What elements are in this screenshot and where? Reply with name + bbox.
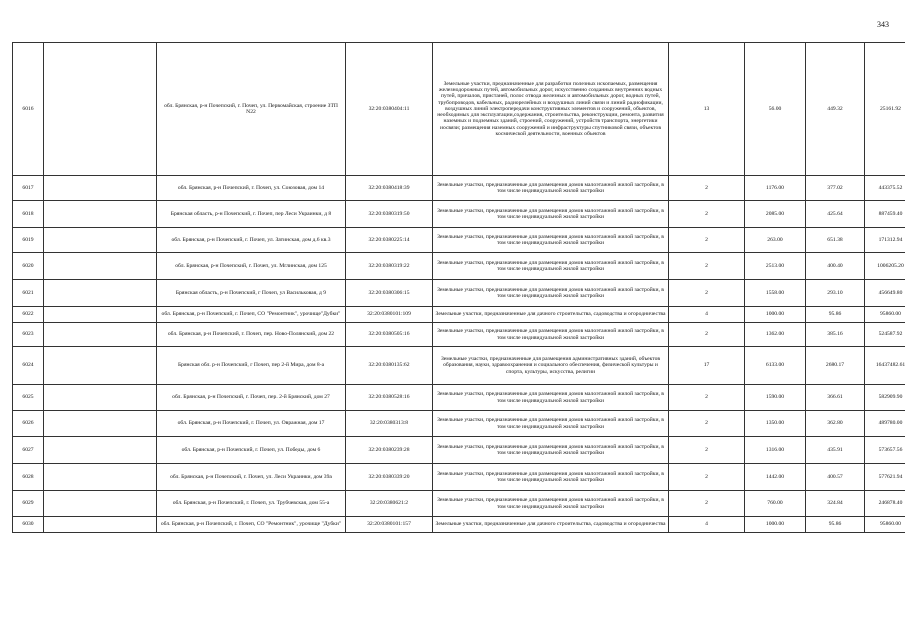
row-number-cell: 6024 <box>13 347 44 385</box>
table-row <box>13 253 905 280</box>
address-cell: обл. Брянская, р-н Почепский, г. Почеп, ул. Первомайская, строение ЗТП N22 <box>157 43 346 176</box>
table-row <box>13 323 905 347</box>
area-cell: 56.00 <box>745 43 806 176</box>
area-cell: 1000.00 <box>745 517 806 533</box>
land-use-cell: Земельные участки, предназначенные для дачного строительства, садоводства и огородничества <box>433 307 669 323</box>
row-number-cell: 6025 <box>13 385 44 411</box>
specific-value-cell: 400.57 <box>806 464 865 491</box>
cadastral-value-cell: 246878.40 <box>865 491 905 517</box>
row-number-cell: 6028 <box>13 464 44 491</box>
cadastral-value-cell: 171312.94 <box>865 228 905 253</box>
address-cell: обл. Брянская, р-н Почепский, г. Почеп, ул. Победы, дом 6 <box>157 437 346 464</box>
row-number-cell: 6016 <box>13 43 44 176</box>
address-cell: обл. Брянская, р-н Почепский, г. Почеп, пер. 2-й Брянский, дом 27 <box>157 385 346 411</box>
cadastral-value-cell: 95860.00 <box>865 517 905 533</box>
area-cell: 760.00 <box>745 491 806 517</box>
cadastral-number-cell: 32:20:0380319:22 <box>346 253 433 280</box>
area-cell: 1442.00 <box>745 464 806 491</box>
land-use-cell: Земельные участки, предназначенные для дачного строительства, садоводства и огородничества <box>433 517 669 533</box>
empty-cell <box>44 437 157 464</box>
use-group-cell: 2 <box>669 323 745 347</box>
use-group-cell: 13 <box>669 43 745 176</box>
use-group-cell: 2 <box>669 437 745 464</box>
area-cell: 2085.00 <box>745 201 806 228</box>
table-row <box>13 411 905 437</box>
cadastral-value-cell: 25161.92 <box>865 43 905 176</box>
area-cell: 1590.00 <box>745 385 806 411</box>
cadastral-value-cell: 573657.56 <box>865 437 905 464</box>
row-number-cell: 6022 <box>13 307 44 323</box>
land-use-cell: Земельные участки, предназначенные для размещения домов малоэтажной жилой застройки, в том числе индивидуальной жилой застройки <box>433 201 669 228</box>
address-cell: обл. Брянская, р-н Почепский, г. Почеп, ул. Овражная, дом 17 <box>157 411 346 437</box>
use-group-cell: 2 <box>669 280 745 307</box>
land-use-cell: Земельные участки, предназначенные для размещения административных зданий, объектов образования, науки, здравоохранения и социального обеспечения, физической культуры и спорта, культуры, искусства, религии <box>433 347 669 385</box>
area-cell: 1316.00 <box>745 437 806 464</box>
cadastral-number-cell: 32:20:0380339:20 <box>346 464 433 491</box>
specific-value-cell: 435.91 <box>806 437 865 464</box>
row-number-cell: 6017 <box>13 176 44 201</box>
address-cell: обл. Брянская, р-н Почепский, г. Почеп, ул. Трубчевская, дом 55-а <box>157 491 346 517</box>
address-cell: обл. Брянская, р-н Почепский, г. Почеп, ул. Мглинская, дом 125 <box>157 253 346 280</box>
area-cell: 1350.00 <box>745 411 806 437</box>
use-group-cell: 2 <box>669 411 745 437</box>
empty-cell <box>44 491 157 517</box>
use-group-cell: 17 <box>669 347 745 385</box>
specific-value-cell: 377.02 <box>806 176 865 201</box>
cadastral-value-cell: 582909.90 <box>865 385 905 411</box>
land-use-cell: Земельные участки, предназначенные для размещения домов малоэтажной жилой застройки, в том числе индивидуальной жилой застройки <box>433 385 669 411</box>
empty-cell <box>44 201 157 228</box>
use-group-cell: 2 <box>669 464 745 491</box>
land-use-cell: Земельные участки, предназначенные для размещения домов малоэтажной жилой застройки, в том числе индивидуальной жилой застройки <box>433 411 669 437</box>
empty-cell <box>44 517 157 533</box>
cadastral-value-cell: 577621.94 <box>865 464 905 491</box>
area-cell: 1362.00 <box>745 323 806 347</box>
area-cell: 6133.00 <box>745 347 806 385</box>
specific-value-cell: 400.40 <box>806 253 865 280</box>
land-use-cell: Земельные участки, предназначенные для размещения домов малоэтажной жилой застройки, в том числе индивидуальной жилой застройки <box>433 464 669 491</box>
table-row <box>13 517 905 533</box>
cadastral-value-cell: 887459.40 <box>865 201 905 228</box>
table-row <box>13 464 905 491</box>
use-group-cell: 4 <box>669 307 745 323</box>
area-cell: 1176.00 <box>745 176 806 201</box>
cadastral-number-cell: 32:20:0380621:2 <box>346 491 433 517</box>
specific-value-cell: 366.61 <box>806 385 865 411</box>
specific-value-cell: 324.84 <box>806 491 865 517</box>
address-cell: обл. Брянская, р-н Почепский, г. Почеп, СО "Ремонтник", урочище"Дубки" <box>157 307 346 323</box>
cadastral-number-cell: 32:20:0380418:39 <box>346 176 433 201</box>
address-cell: Брянская область, р-н Почепский, г. Почеп, пер Леси Украинки, д 8 <box>157 201 346 228</box>
area-cell: 1000.00 <box>745 307 806 323</box>
table-body <box>13 43 905 533</box>
use-group-cell: 2 <box>669 228 745 253</box>
row-number-cell: 6021 <box>13 280 44 307</box>
specific-value-cell: 425.64 <box>806 201 865 228</box>
cadastral-number-cell: 32:20:0380306:15 <box>346 280 433 307</box>
empty-cell <box>44 323 157 347</box>
empty-cell <box>44 280 157 307</box>
empty-cell <box>44 307 157 323</box>
cadastral-number-cell: 32:20:0380239:28 <box>346 437 433 464</box>
table-row <box>13 201 905 228</box>
table-row <box>13 385 905 411</box>
specific-value-cell: 2680.17 <box>806 347 865 385</box>
address-cell: Брянская область, р-н Почепский, г Почеп, ул Васильковая, д 9 <box>157 280 346 307</box>
use-group-cell: 2 <box>669 491 745 517</box>
table-row <box>13 280 905 307</box>
row-number-cell: 6019 <box>13 228 44 253</box>
cadastral-number-cell: 32:20:0380319:50 <box>346 201 433 228</box>
specific-value-cell: 449.32 <box>806 43 865 176</box>
address-cell: обл. Брянская, р-н Почепский, г. Почеп, ул. Леси Украинки, дом 39а <box>157 464 346 491</box>
row-number-cell: 6030 <box>13 517 44 533</box>
use-group-cell: 2 <box>669 385 745 411</box>
specific-value-cell: 651.38 <box>806 228 865 253</box>
table-row <box>13 347 905 385</box>
cadastral-number-cell: 32:20:0380135:62 <box>346 347 433 385</box>
use-group-cell: 4 <box>669 517 745 533</box>
empty-cell <box>44 464 157 491</box>
empty-cell <box>44 228 157 253</box>
land-use-cell: Земельные участки, предназначенные для размещения домов малоэтажной жилой застройки, в том числе индивидуальной жилой застройки <box>433 280 669 307</box>
specific-value-cell: 95.86 <box>806 307 865 323</box>
cadastral-value-cell: 443375.52 <box>865 176 905 201</box>
land-use-cell: Земельные участки, предназначенные для размещения домов малоэтажной жилой застройки, в том числе индивидуальной жилой застройки <box>433 437 669 464</box>
empty-cell <box>44 385 157 411</box>
land-use-cell: Земельные участки, предназначенные для размещения домов малоэтажной жилой застройки, в том числе индивидуальной жилой застройки <box>433 323 669 347</box>
cadastral-number-cell: 32:20:0380313:8 <box>346 411 433 437</box>
table-row <box>13 43 905 176</box>
cadastral-value-cell: 95860.00 <box>865 307 905 323</box>
cadastral-value-cell: 524587.92 <box>865 323 905 347</box>
table-row <box>13 228 905 253</box>
row-number-cell: 6029 <box>13 491 44 517</box>
use-group-cell: 2 <box>669 253 745 280</box>
area-cell: 263.00 <box>745 228 806 253</box>
address-cell: обл. Брянская, р-н Почепский, г. Почеп, ул. Затинская, дом д.6 кв.3 <box>157 228 346 253</box>
row-number-cell: 6020 <box>13 253 44 280</box>
specific-value-cell: 385.16 <box>806 323 865 347</box>
address-cell: Брянская обл. р-н Почепский, г Почеп, пер 2-й Мира, дом 8-а <box>157 347 346 385</box>
land-cadastral-value-table <box>12 42 905 533</box>
specific-value-cell: 293.10 <box>806 280 865 307</box>
empty-cell <box>44 43 157 176</box>
page-number: 343 <box>877 20 889 29</box>
empty-cell <box>44 347 157 385</box>
row-number-cell: 6018 <box>13 201 44 228</box>
cadastral-value-cell: 489780.00 <box>865 411 905 437</box>
row-number-cell: 6023 <box>13 323 44 347</box>
cadastral-number-cell: 32:20:0380528:16 <box>346 385 433 411</box>
use-group-cell: 2 <box>669 176 745 201</box>
address-cell: обл. Брянская, р-н Почепский, г. Почеп, пер. Ново-Полянский, дом 22 <box>157 323 346 347</box>
land-use-cell: Земельные участки, предназначенные для размещения домов малоэтажной жилой застройки, в том числе индивидуальной жилой застройки <box>433 491 669 517</box>
address-cell: обл. Брянская, р-н Почепский, г. Почеп, СО "Ремонтник", урочище "Дубки" <box>157 517 346 533</box>
cadastral-number-cell: 32:20:0380101:157 <box>346 517 433 533</box>
cadastral-number-cell: 32:20:0380225:14 <box>346 228 433 253</box>
cadastral-value-cell: 456649.80 <box>865 280 905 307</box>
address-cell: обл. Брянская, р-н Почепский, г. Почеп, ул. Союзовая, дом 14 <box>157 176 346 201</box>
cadastral-number-cell: 32:20:0380404:11 <box>346 43 433 176</box>
table-row <box>13 176 905 201</box>
land-use-cell: Земельные участки, предназначенные для размещения домов малоэтажной жилой застройки, в том числе индивидуальной жилой застройки <box>433 176 669 201</box>
cadastral-value-cell: 16437482.61 <box>865 347 905 385</box>
empty-cell <box>44 176 157 201</box>
land-use-cell: Земельные участки, предназначенные для разработки полезных ископаемых, размещения железнодорожных путей, автомобильных дорог, искусственно созданных внутренних водных путей, причалов, пристаней, полос отвода железных и автомобильных дорог, водных путей, трубопроводов, кабельных, радиорелейных и воздушных линий связи и линий радиофикации, воздушных линий электропередачи конструктивных элементов и сооружений, объектов, необходимых для эксплуатации,содержания, строительства, реконструкции, ремонта, развития наземных и подземных зданий, строений, сооружений, устройств транспорта, энергетики иосвязи; размещения наземных сооружений и инфраструктуры спутниковой связи, объектов космической деятельности, военных объектов <box>433 43 669 176</box>
table-row <box>13 491 905 517</box>
land-use-cell: Земельные участки, предназначенные для размещения домов малоэтажной жилой застройки, в том числе индивидуальной жилой застройки <box>433 228 669 253</box>
table-row <box>13 307 905 323</box>
row-number-cell: 6027 <box>13 437 44 464</box>
row-number-cell: 6026 <box>13 411 44 437</box>
specific-value-cell: 95.86 <box>806 517 865 533</box>
cadastral-value-cell: 1006205.20 <box>865 253 905 280</box>
table-row <box>13 437 905 464</box>
land-use-cell: Земельные участки, предназначенные для размещения домов малоэтажной жилой застройки, в том числе индивидуальной жилой застройки <box>433 253 669 280</box>
empty-cell <box>44 253 157 280</box>
empty-cell <box>44 411 157 437</box>
use-group-cell: 2 <box>669 201 745 228</box>
cadastral-number-cell: 32:20:0380505:16 <box>346 323 433 347</box>
area-cell: 1558.00 <box>745 280 806 307</box>
specific-value-cell: 362.80 <box>806 411 865 437</box>
cadastral-number-cell: 32:20:0380101:109 <box>346 307 433 323</box>
area-cell: 2513.00 <box>745 253 806 280</box>
